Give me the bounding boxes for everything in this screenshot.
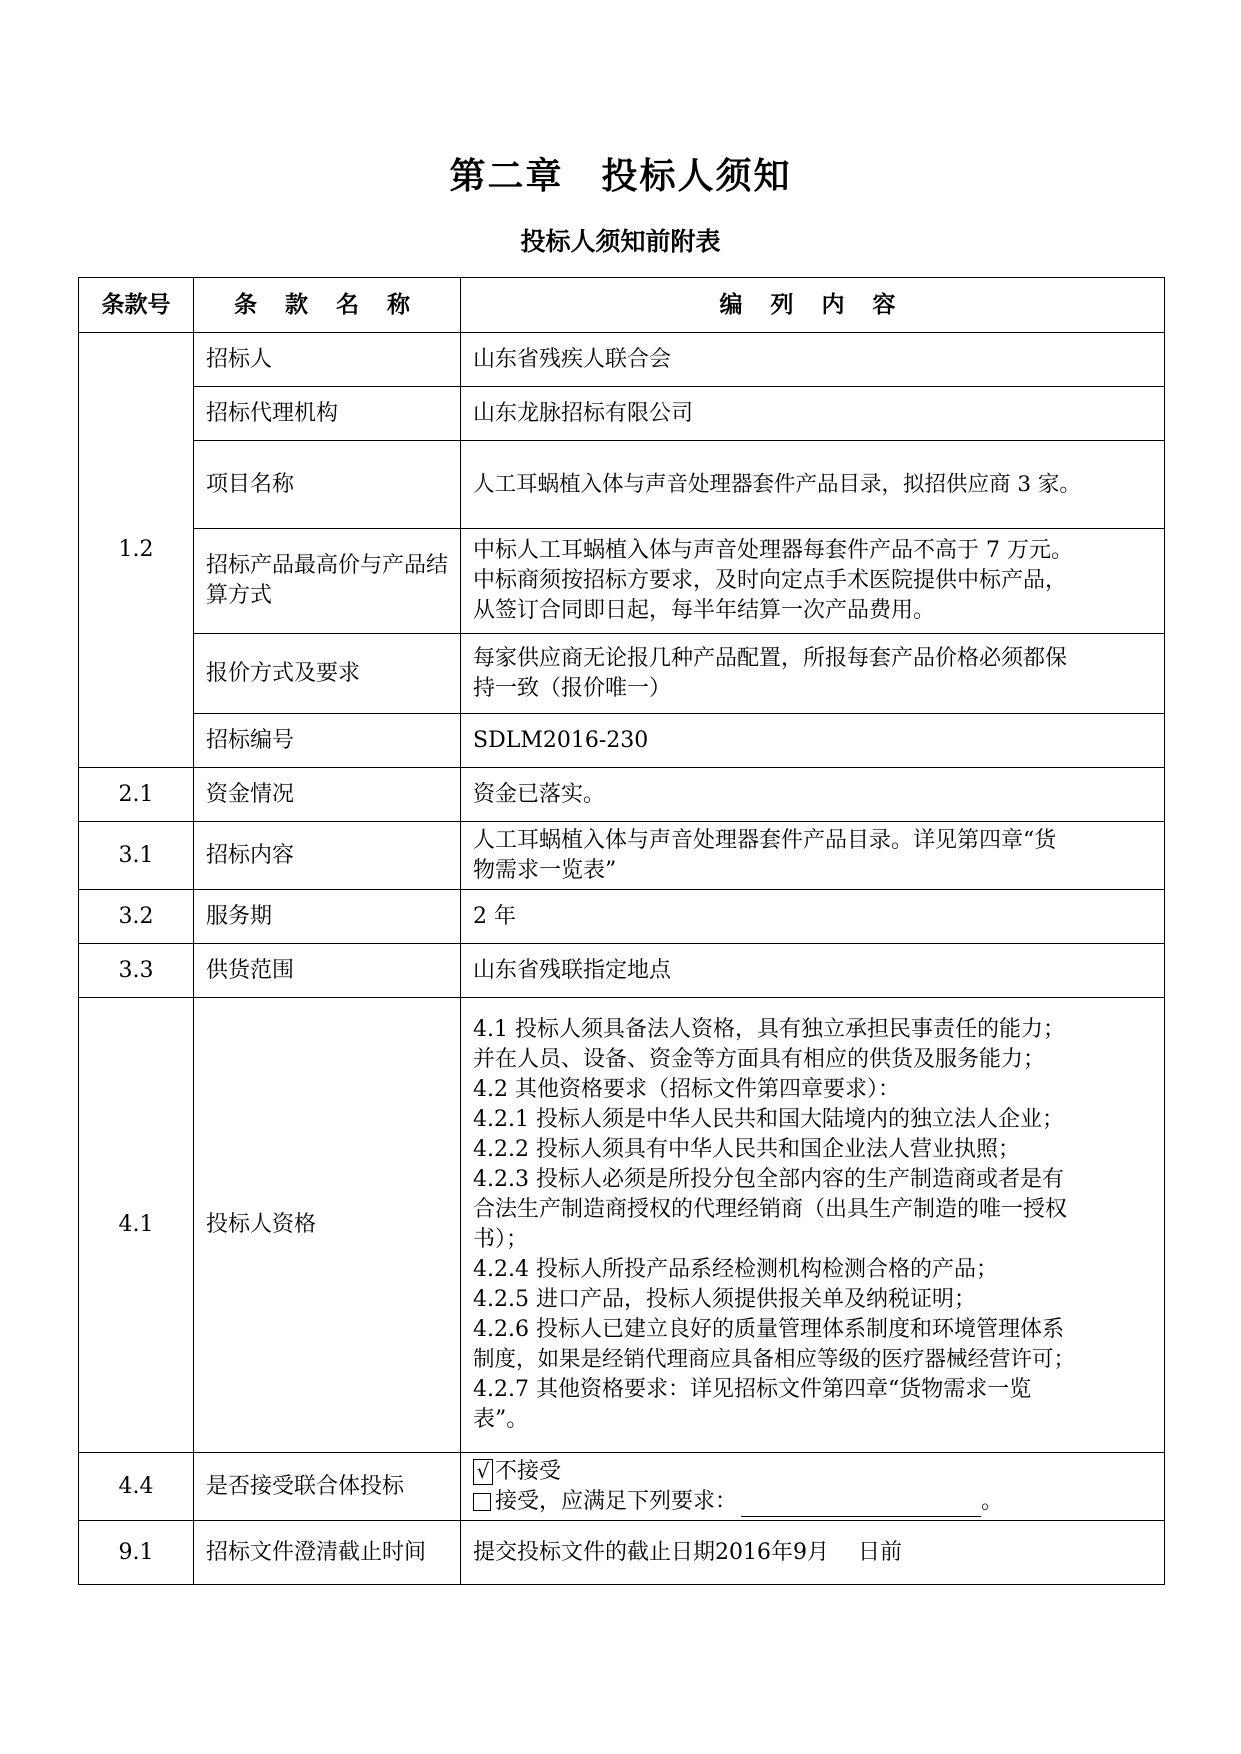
clause-name: 招标产品最高价与产品结算方式 [194, 529, 461, 634]
clause-no: 3.2 [79, 890, 194, 944]
table-row [79, 529, 1165, 634]
clause-name: 是否接受联合体投标 [194, 1453, 461, 1521]
clause-name: 招标编号 [194, 714, 461, 768]
fill-in-blank-line [741, 1494, 981, 1517]
header-clause-name: 条 款 名 称 [194, 278, 461, 333]
table-row [79, 387, 1165, 441]
table-row [79, 1453, 1165, 1521]
table-row [79, 822, 1165, 890]
header-clause-no: 条款号 [79, 278, 194, 333]
clause-no: 2.1 [79, 768, 194, 822]
clause-name: 资金情况 [194, 768, 461, 822]
chapter-title: 第二章 投标人须知 [449, 155, 792, 197]
clause-content: 中标人工耳蜗植入体与声音处理器每套件产品不高于 7 万元。 中标商须按招标方要求，及时向定点手术医院提供中标产品， 从签订合同即日起，每半年结算一次产品费用。 [461, 529, 1165, 634]
empty-checkbox-icon [473, 1493, 491, 1511]
table-row [79, 1521, 1165, 1585]
clause-name: 招标代理机构 [194, 387, 461, 441]
clause-name: 招标文件澄清截止时间 [194, 1521, 461, 1585]
checked-checkbox-icon: √ [473, 1459, 493, 1485]
clause-no: 9.1 [79, 1521, 194, 1585]
table-row [79, 998, 1165, 1453]
clause-name: 服务期 [194, 890, 461, 944]
clause-content: 4.1 投标人须具备法人资格，具有独立承担民事责任的能力； 并在人员、设备、资金等方面具有相应的供货及服务能力； 4.2 其他资格要求（招标文件第四章要求）： 4.2.1 投标人须是中华人民共和国大陆境内的独立法人企业； 4.2.2 投标人须具有中华人民共和国企业法人营业执照； 4.2.3 投标人必须是所投分包全部内容的生产制造商或者是有 合法生产制造商授权的代理经销商（出具生产制造的唯一授权 书）； 4.2.4 投标人所投产品系经检测机构检测合格的产品； 4.2.5 进口产品，投标人须提供报关单及纳税证明； 4.2.6 投标人已建立良好的质量管理体系制度和环境管理体系 制度，如果是经销代理商应具备相应等级的医疗器械经营许可； 4.2.7 其他资格要求：详见招标文件第四章“货物需求一览 表”。 [461, 998, 1165, 1453]
clause-content: 山东省残联指定地点 [461, 944, 1165, 998]
header-row [79, 278, 1165, 333]
clause-content: 人工耳蜗植入体与声音处理器套件产品目录。详见第四章“货 物需求一览表” [461, 822, 1165, 890]
clause-content: 每家供应商无论报几种产品配置，所报每套产品价格必须都保 持一致（报价唯一） [461, 634, 1165, 714]
table-title: 投标人须知前附表 [520, 227, 721, 256]
table-row [79, 768, 1165, 822]
clause-content: 提交投标文件的截止日期2016年9月 日前 [461, 1521, 1165, 1585]
clause-content: SDLM2016-230 [461, 714, 1165, 768]
clause-no: 1.2 [79, 333, 194, 768]
clause-content: 资金已落实。 [461, 768, 1165, 822]
clause-no: 4.4 [79, 1453, 194, 1521]
bidder-instructions-table [78, 277, 1165, 1585]
table-row [79, 333, 1165, 387]
clause-no: 4.1 [79, 998, 194, 1453]
clause-content: 山东龙脉招标有限公司 [461, 387, 1165, 441]
table-row [79, 890, 1165, 944]
clause-name: 项目名称 [194, 441, 461, 529]
clause-name: 报价方式及要求 [194, 634, 461, 714]
option-not-accept: √ 不接受 [473, 1457, 1152, 1487]
option-accept: 接受，应满足下列要求： 。 [473, 1487, 1152, 1517]
clause-name: 投标人资格 [194, 998, 461, 1453]
clause-name: 供货范围 [194, 944, 461, 998]
table-row [79, 441, 1165, 529]
clause-name: 招标内容 [194, 822, 461, 890]
clause-content: 山东省残疾人联合会 [461, 333, 1165, 387]
table-row [79, 634, 1165, 714]
clause-no: 3.1 [79, 822, 194, 890]
table-row [79, 714, 1165, 768]
clause-content [461, 1453, 1165, 1521]
header-content: 编 列 内 容 [461, 278, 1165, 333]
clause-name: 招标人 [194, 333, 461, 387]
clause-no: 3.3 [79, 944, 194, 998]
clause-content: 2 年 [461, 890, 1165, 944]
clause-content: 人工耳蜗植入体与声音处理器套件产品目录，拟招供应商 3 家。 [461, 441, 1165, 529]
table-row [79, 944, 1165, 998]
